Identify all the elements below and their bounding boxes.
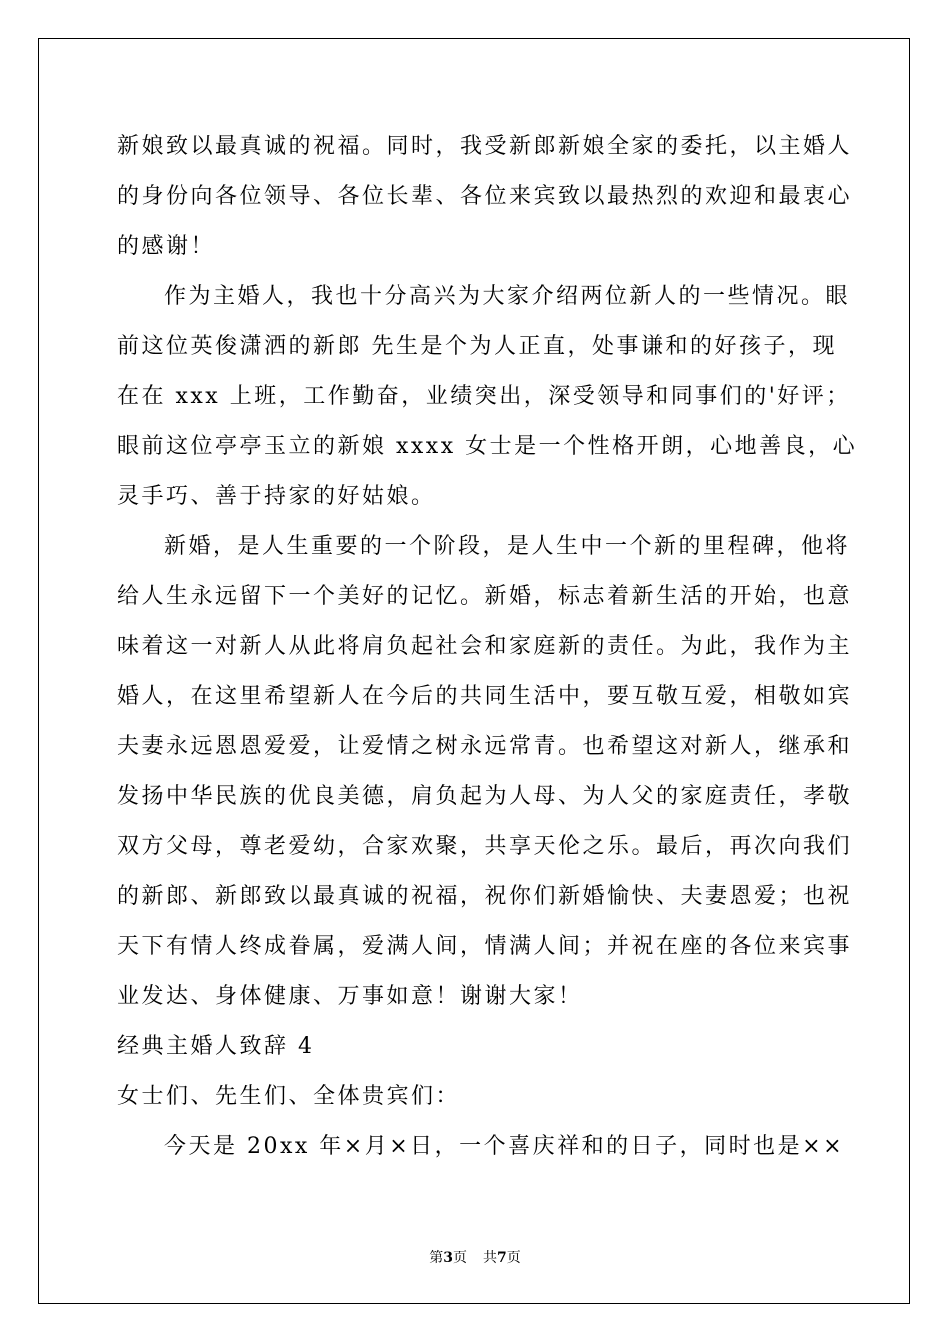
page-footer <box>0 1249 950 1267</box>
footer-total-prefix: 共 <box>483 1250 497 1266</box>
text-line: 婚人，在这里希望新人在今后的共同生活中，要互敬互爱，相敬如宾 <box>117 684 853 709</box>
text-line: 前这位英俊潇洒的新郎 先生是个为人正直，处事谦和的好孩子，现 <box>117 334 837 359</box>
text-line: 灵手巧、善于持家的好姑娘。 <box>117 484 436 509</box>
text-line: 的新郎、新郎致以最真诚的祝福，祝你们新婚愉快、夫妻恩爱；也祝 <box>117 884 853 909</box>
section-heading: 经典主婚人致辞 4 <box>117 1034 315 1059</box>
text-line: 夫妻永远恩恩爱爱，让爱情之树永远常青。也希望这对新人，继承和 <box>117 734 853 759</box>
text-line: 发扬中华民族的优良美德，肩负起为人母、为人父的家庭责任，孝敬 <box>117 784 853 809</box>
paragraph-start-line: 新婚，是人生重要的一个阶段，是人生中一个新的里程碑，他将 <box>164 534 851 559</box>
text-line: 新娘致以最真诚的祝福。同时，我受新郎新娘全家的委托，以主婚人 <box>117 134 853 159</box>
text-line: 双方父母，尊老爱幼，合家欢聚，共享天伦之乐。最后，再次向我们 <box>117 834 853 859</box>
footer-total-unit: 页 <box>506 1250 521 1266</box>
text-line: 在在 xxx 上班，工作勤奋，业绩突出，深受领导和同事们的'好评； <box>117 384 851 409</box>
text-line: 的身份向各位领导、各位长辈、各位来宾致以最热烈的欢迎和最衷心 <box>117 184 853 209</box>
salutation-line: 女士们、先生们、全体贵宾们： <box>117 1084 461 1109</box>
total-pages-number: 7 <box>497 1250 507 1266</box>
text-line: 的感谢！ <box>117 234 216 259</box>
current-page-number: 3 <box>443 1250 453 1266</box>
footer-page-unit: 页 <box>453 1250 467 1266</box>
paragraph-start-line: 作为主婚人，我也十分高兴为大家介绍两位新人的一些情况。眼 <box>164 284 851 309</box>
text-line: 味着这一对新人从此将肩负起社会和家庭新的责任。为此，我作为主 <box>117 634 853 659</box>
text-line: 天下有情人终成眷属，爱满人间，情满人间；并祝在座的各位来宾事 <box>117 934 853 959</box>
text-line: 业发达、身体健康、万事如意！谢谢大家！ <box>117 984 583 1009</box>
footer-prefix: 第 <box>429 1250 444 1266</box>
paragraph-start-line: 今天是 20xx 年×月×日，一个喜庆祥和的日子，同时也是×× <box>164 1134 845 1159</box>
text-line: 给人生永远留下一个美好的记忆。新婚，标志着新生活的开始，也意 <box>117 584 853 609</box>
text-line: 眼前这位亭亭玉立的新娘 xxxx 女士是一个性格开朗，心地善良，心 <box>117 434 858 459</box>
document-body <box>117 127 858 1177</box>
